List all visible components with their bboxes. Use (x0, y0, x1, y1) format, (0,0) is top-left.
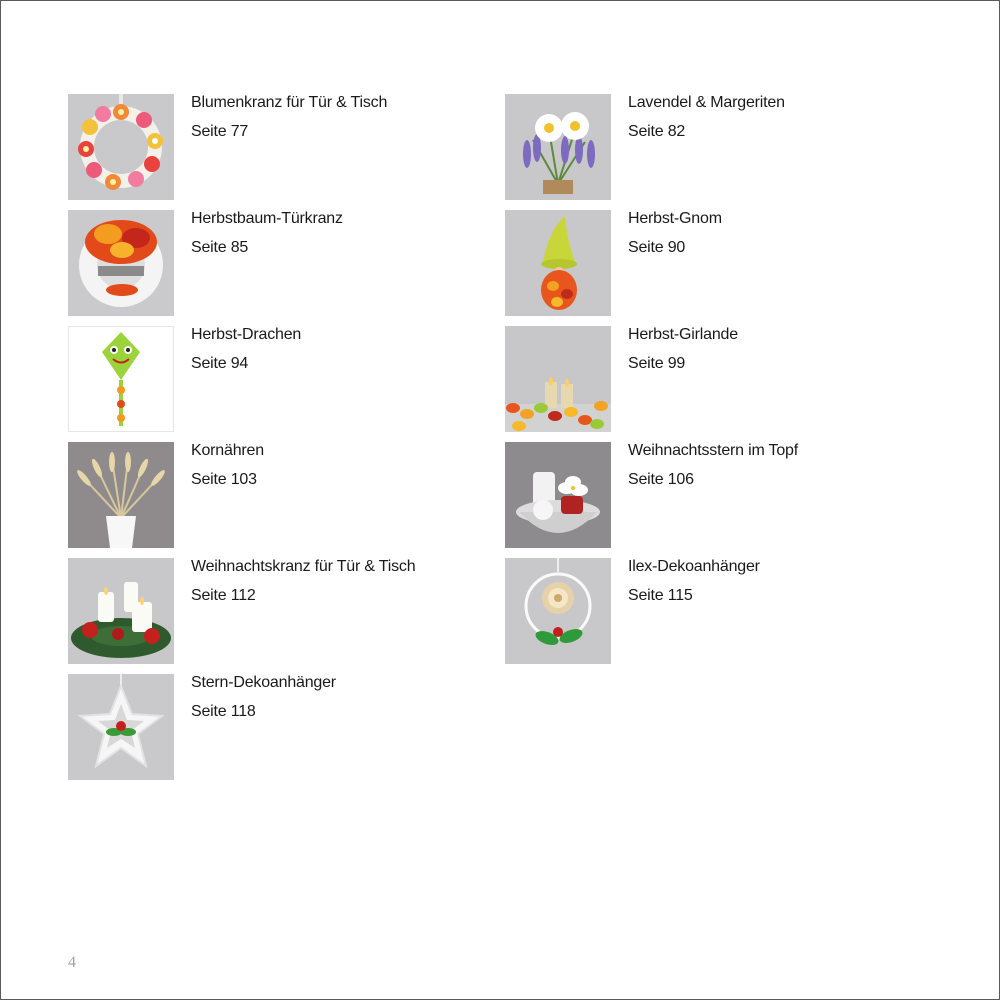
holly-ornament-image (505, 558, 611, 664)
entry-page-ref: Seite 77 (191, 123, 249, 140)
autumn-garland-image (505, 326, 611, 432)
poinsettia-pot-image (505, 442, 611, 548)
entry-page-ref: Seite 99 (628, 355, 686, 372)
entry-title: Herbstbaum-Türkranz (191, 210, 343, 227)
entry-title: Ilex-Dekoanhänger (628, 558, 760, 575)
ears-of-grain-image (68, 442, 174, 548)
entry-title: Kornähren (191, 442, 264, 459)
entry-title: Stern-Dekoanhänger (191, 674, 336, 691)
entry-title: Lavendel & Margeriten (628, 94, 785, 111)
entry-title: Herbst-Gnom (628, 210, 722, 227)
lavender-daisies-image (505, 94, 611, 200)
entry-page-ref: Seite 94 (191, 355, 249, 372)
autumn-kite-image (68, 326, 174, 432)
autumn-tree-wreath-image (68, 210, 174, 316)
page-number: 4 (68, 954, 76, 971)
entry-title: Blumenkranz für Tür & Tisch (191, 94, 388, 111)
autumn-gnome-image (505, 210, 611, 316)
entry-title: Weihnachtskranz für Tür & Tisch (191, 558, 416, 575)
entry-page-ref: Seite 106 (628, 471, 694, 488)
entry-page-ref: Seite 118 (191, 703, 256, 720)
entry-title: Herbst-Girlande (628, 326, 738, 343)
entry-page-ref: Seite 115 (628, 587, 693, 604)
entry-page-ref: Seite 82 (628, 123, 686, 140)
star-ornament-image (68, 674, 174, 780)
flower-wreath-image (68, 94, 174, 200)
christmas-wreath-image (68, 558, 174, 664)
entry-title: Herbst-Drachen (191, 326, 302, 343)
entry-page-ref: Seite 85 (191, 239, 249, 256)
entry-page-ref: Seite 90 (628, 239, 686, 256)
entry-page-ref: Seite 112 (191, 587, 256, 604)
entry-title: Weihnachtsstern im Topf (628, 442, 799, 459)
entry-page-ref: Seite 103 (191, 471, 257, 488)
